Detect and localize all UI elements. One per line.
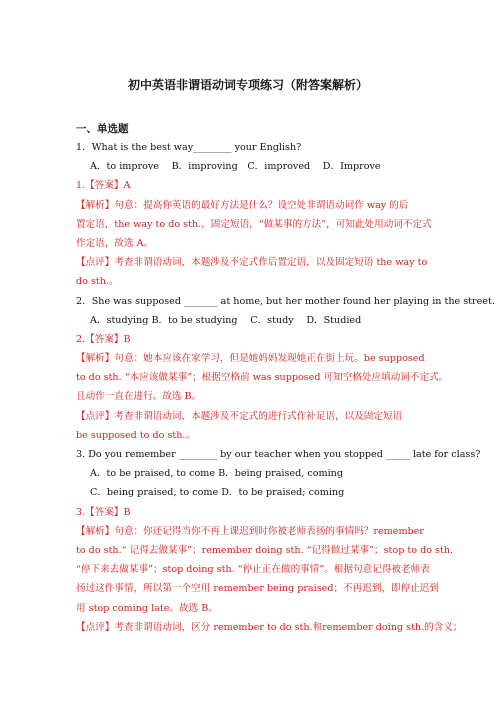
answer-line: 置定语，the way to do sth.，固定短语，“做某事的方法”，可知此处用动词不定式 bbox=[76, 218, 432, 230]
answer-line: 【点评】考查非谓语动词，本题涉及不定式的进行式作补足语，以及固定短语 bbox=[76, 410, 403, 422]
answer-line: do sth.。 bbox=[76, 276, 119, 288]
page-title: 初中英语非谓语动词专项练习（附答案解析） bbox=[127, 78, 368, 92]
answer-line: 【解析】句意：你还记得当你不再上课迟到时你被老师表扬的事情吗？remember bbox=[76, 525, 424, 537]
answer-line: “停下来去做某事”；stop doing sth. “停止正在做的事情”。根据句意记得被老师表 bbox=[76, 564, 430, 576]
question-line: A．studying B．to be studying C．study D．Studied bbox=[90, 314, 362, 326]
answer-line: 3.【答案】B bbox=[76, 506, 131, 518]
question-line: 2．She was supposed _______ at home, but her mother found her playing in the street. bbox=[76, 295, 495, 307]
question-line: A．to be praised, to come B．being praised, coming bbox=[90, 468, 343, 480]
answer-line: be supposed to do sth.。 bbox=[76, 429, 196, 441]
answer-line: to do sth.“ 记得去做某事”；remember doing sth. “记得做过某事”；stop to do sth. bbox=[76, 544, 454, 556]
document-body bbox=[76, 138, 495, 637]
section-heading: 一、单选题 bbox=[76, 123, 129, 135]
answer-line: to do sth. “本应该做某事”；根据空格前 was supposed 可知空格处应填动词不定式。 bbox=[76, 372, 449, 384]
answer-line: 扬过这件事情，所以第一个空用 remember being praised；不再迟到，即停止迟到 bbox=[76, 583, 439, 595]
question-line: A．to improve B．improving C．improved D．Improve bbox=[90, 161, 381, 173]
answer-line: 【点评】考查非谓语动词，本题涉及不定式作后置定语，以及固定短语 the way to bbox=[76, 257, 428, 269]
answer-line: 1.【答案】A bbox=[76, 180, 131, 192]
answer-line: 【解析】句意：她本应该在家学习，但是她妈妈发现她正在街上玩。be supposed bbox=[76, 353, 425, 365]
question-line: C．being praised, to come D．to be praised; coming bbox=[90, 487, 345, 499]
answer-line: 【解析】句意：提高你英语的最好方法是什么？设空处非谓语动词作 way 的后 bbox=[76, 199, 409, 211]
answer-line: 且动作一直在进行。故选 B。 bbox=[76, 391, 202, 403]
question-line: 3. Do you remember ________ by our teacher when you stopped _____ late for class? bbox=[76, 449, 481, 460]
answer-line: 作定语，故选 A。 bbox=[76, 237, 154, 249]
answer-line: 【点评】考查非谓语动词，区分 remember to do sth.和remember doing sth.的含义； bbox=[76, 621, 463, 633]
answer-line: 用 stop coming late。故选 B。 bbox=[76, 602, 218, 614]
answer-line: 2.【答案】B bbox=[76, 333, 131, 345]
question-line: 1．What is the best way________ your English? bbox=[76, 142, 302, 153]
